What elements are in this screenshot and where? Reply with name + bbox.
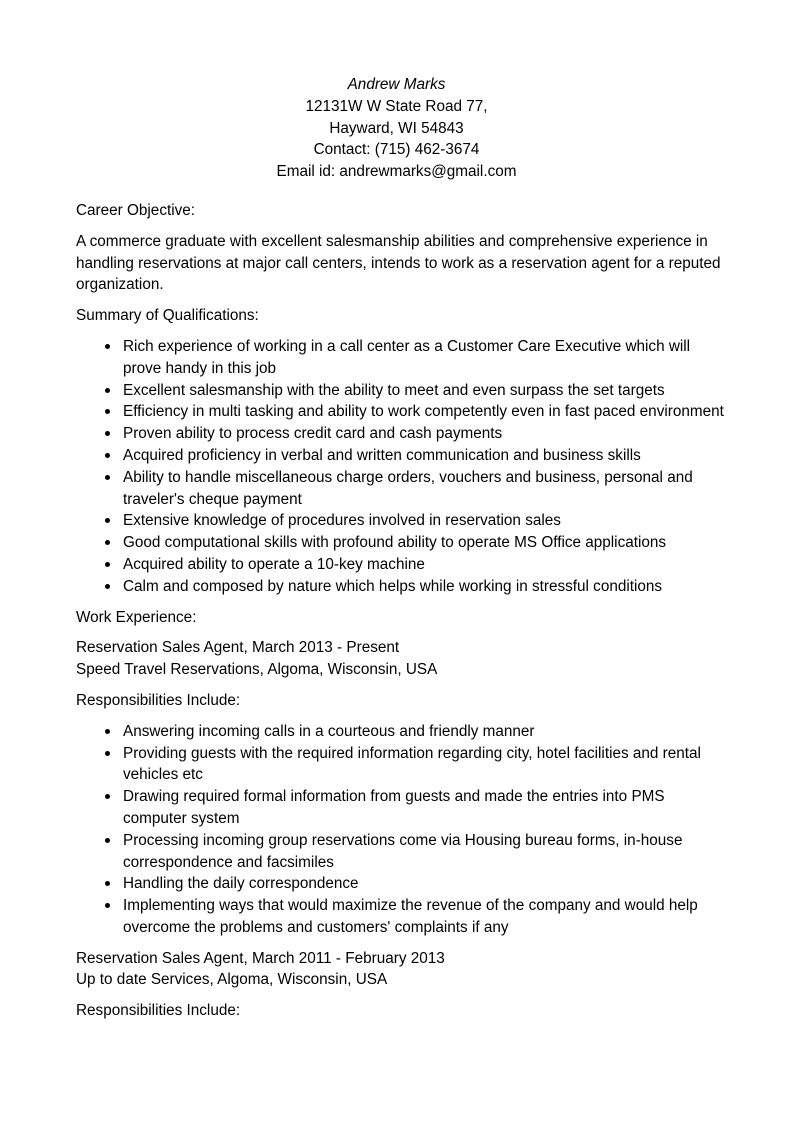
list-item: Efficiency in multi tasking and ability to work competently even in fast paced environment [76, 401, 726, 423]
job-2-responsibilities-heading-colon: : [235, 1002, 241, 1020]
list-item: Drawing required formal information from guests and made the entries into PMS computer system [76, 786, 726, 830]
qualifications-heading-text: Summary of Qualifications [76, 307, 255, 325]
address-line-1: 12131W W State Road 77, [305, 97, 488, 115]
work-experience-heading [76, 607, 726, 629]
resume-header [0, 74, 793, 183]
list-item: Acquired ability to operate a 10-key machine [76, 554, 726, 576]
job-1-responsibilities-heading [76, 690, 726, 712]
job-1-responsibilities-list [76, 721, 726, 939]
career-objective-heading-colon: : [190, 201, 196, 219]
candidate-name: Andrew Marks [347, 76, 446, 93]
job-1-title: Reservation Sales Agent, March 2013 - Present [76, 639, 400, 657]
work-experience-heading-text: Work Experience [76, 608, 193, 626]
list-item: Processing incoming group reservations come via Housing bureau forms, in-house correspondence and facsimiles [76, 830, 726, 874]
career-objective-text: A commerce graduate with excellent salesmanship abilities and comprehensive experience in handling reservations at major call centers, intends to work as a reservation agent for a reputed organization. [76, 232, 721, 294]
list-item: Extensive knowledge of procedures involved in reservation sales [76, 510, 726, 532]
list-item: Handling the daily correspondence [76, 873, 726, 895]
job-1-responsibilities-heading-text: Responsibilities Include [76, 691, 236, 709]
qualifications-heading [76, 305, 726, 327]
job-2 [76, 948, 726, 992]
job-1 [76, 637, 726, 681]
contact-email: Email id: andrewmarks@gmail.com [276, 163, 517, 181]
list-item: Proven ability to process credit card and cash payments [76, 423, 726, 445]
job-1-responsibilities-heading-colon: : [235, 691, 241, 709]
job-2-title: Reservation Sales Agent, March 2011 - February 2013 [76, 949, 445, 967]
list-item: Calm and composed by nature which helps while working in stressful conditions [76, 576, 726, 598]
job-2-company: Up to date Services, Algoma, Wisconsin, USA [76, 971, 388, 989]
list-item: Acquired proficiency in verbal and written communication and business skills [76, 445, 726, 467]
qualifications-heading-colon: : [254, 307, 259, 325]
list-item: Answering incoming calls in a courteous and friendly manner [76, 721, 726, 743]
list-item: Rich experience of working in a call center as a Customer Care Executive which will prove handy in this job [76, 336, 726, 380]
career-objective-heading [76, 200, 726, 222]
career-objective-heading-text: Career Objective [76, 201, 191, 219]
contact-phone: Contact: (715) 462-3674 [313, 141, 480, 159]
job-2-responsibilities-heading-text: Responsibilities Include [76, 1002, 236, 1020]
list-item: Excellent salesmanship with the ability to meet and even surpass the set targets [76, 380, 726, 402]
list-item: Ability to handle miscellaneous charge orders, vouchers and business, personal and traveler's cheque payment [76, 467, 726, 511]
resume-page [76, 74, 726, 1022]
job-1-company: Speed Travel Reservations, Algoma, Wisconsin, USA [76, 661, 438, 679]
address-line-2: Hayward, WI 54843 [329, 119, 464, 137]
work-experience-heading-colon: : [192, 608, 197, 626]
qualifications-list [76, 336, 726, 598]
list-item: Providing guests with the required information regarding city, hotel facilities and rental vehicles etc [76, 743, 726, 787]
list-item: Good computational skills with profound ability to operate MS Office applications [76, 532, 726, 554]
list-item: Implementing ways that would maximize the revenue of the company and would help overcome the problems and customers' complaints if any [76, 895, 726, 939]
job-2-responsibilities-heading [76, 1000, 726, 1022]
